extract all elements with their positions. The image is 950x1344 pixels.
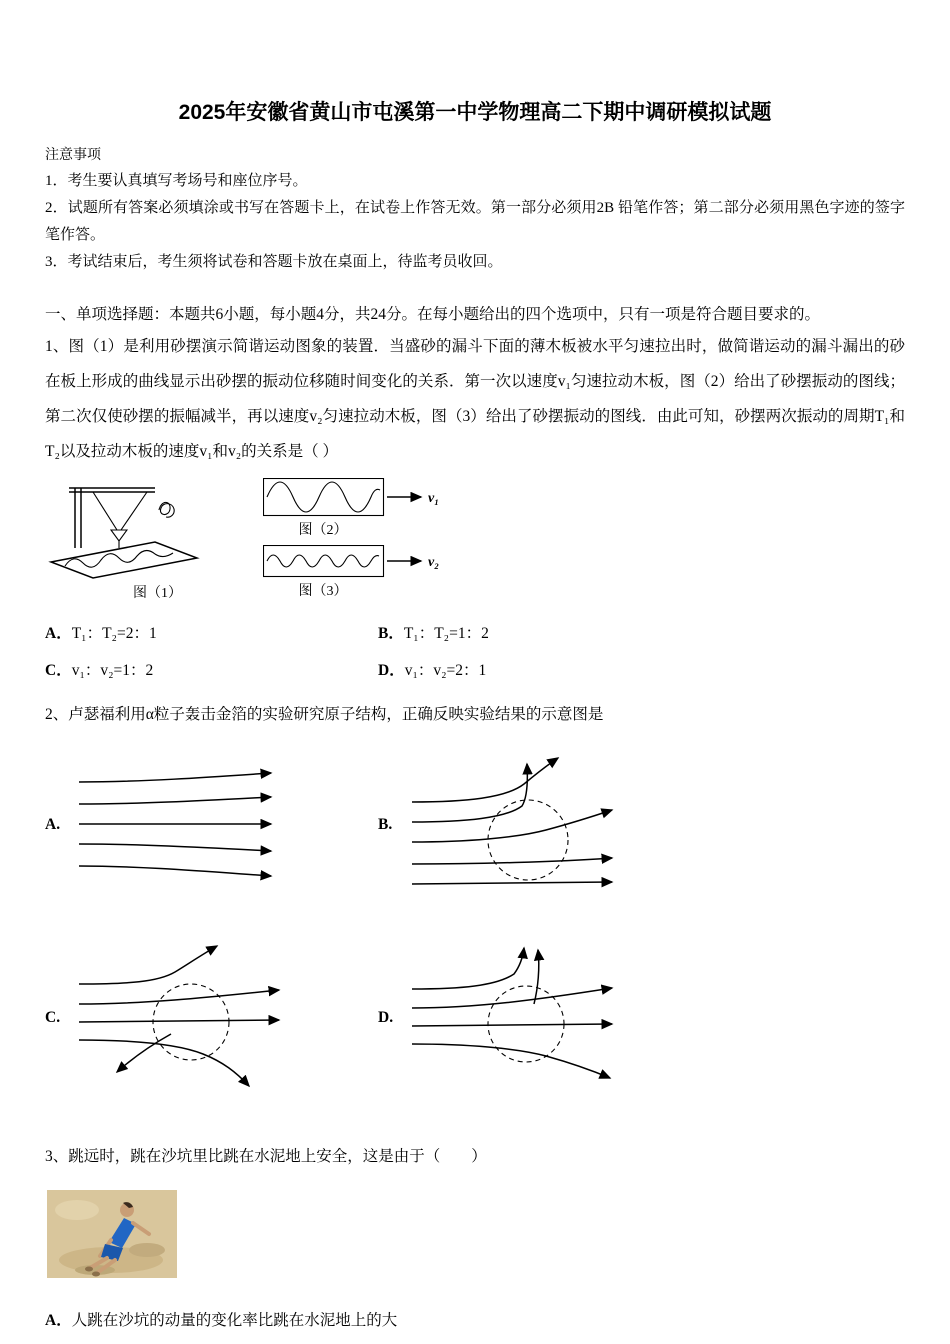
q1-option-b	[378, 621, 489, 643]
question-2-diagrams	[45, 754, 905, 1092]
question-3-text: 3、跳远时，跳在沙坑里比跳在水泥地上安全，这是由于（ ）	[45, 1147, 487, 1165]
section-1-heading: 一、单项选择题：本题共6小题，每小题4分，共24分。在每小题给出的四个选项中，只有一项是符合题目要求的。	[45, 306, 821, 323]
q1-option-b-letter: B．	[378, 624, 404, 642]
nucleus-dashed-circle	[153, 984, 229, 1060]
q1-option-b-text: T₁：T₂=1：2	[403, 624, 489, 642]
q1-option-c	[45, 658, 378, 680]
notice-heading: 注意事项	[45, 148, 101, 163]
notice-item-2: 2．试题所有答案必须填涂或书写在答题卡上，在试卷上作答无效。第一部分必须用2B 铅笔作答；第二部分必须用黑色字迹的签字笔作答。	[45, 200, 905, 243]
figure-2-waveform	[263, 478, 458, 518]
question-2-text: 2、卢瑟福利用α粒子轰击金箔的实验研究原子结构，正确反映实验结果的示意图是	[45, 705, 604, 723]
question-1-text: 1、图（1）是利用砂摆演示简谐运动图象的装置．当盛砂的漏斗下面的薄木板被水平匀速拉出时，做简谐运动的漏斗漏出的砂在板上形成的曲线显示出砂摆的振动位移随时间变化的关系．第一次以速度v₁匀速拉动木板，图（2）给出了砂摆振动的图线；第二次仅使砂摆的振幅减半，再以速度v₂匀速拉动木板，图（3）给出了砂摆振动的图线．由此可知，砂摆两次振动的周期T₁和T₂以及拉动木板的速度v₁和v₂的关系是（ ）	[45, 338, 905, 460]
v1-label: v₁	[428, 490, 440, 506]
notice-list	[45, 168, 905, 276]
alpha-scattering-diagram-d	[406, 944, 631, 1092]
sand-pendulum-apparatus-figure	[45, 478, 225, 590]
q1-option-c-text: v₁：v₂=1：2	[71, 661, 154, 679]
question-1-options-row-1	[45, 621, 905, 643]
long-jump-photo-image	[47, 1190, 177, 1278]
notice-item-1: 1．考生要认真填写考场号和座位序号。	[45, 173, 308, 189]
notice-item-3: 3．考试结束后，考生须将试卷和答题卡放在桌面上，待监考员收回。	[45, 254, 503, 270]
q2-diagram-b-label: B.	[378, 815, 393, 833]
q1-option-d-text: v₁：v₂=2：1	[404, 661, 487, 679]
q3-option-a	[45, 1308, 905, 1330]
q2-diagram-d	[378, 944, 631, 1092]
figure-2-3-block	[263, 478, 458, 606]
q2-diagram-b	[378, 754, 631, 896]
q2-diagram-c	[45, 944, 378, 1092]
figure-2-label: 图（2）	[298, 522, 348, 538]
page-title: 2025年安徽省黄山市屯溪第一中学物理高二下期中调研模拟试题	[178, 101, 772, 124]
q2-diagram-a	[45, 754, 378, 896]
long-jump-photo	[47, 1190, 177, 1278]
q3-option-a-text: 人跳在沙坑的动量的变化率比跳在水泥地上的大	[71, 1311, 398, 1329]
q1-option-d-letter: D．	[378, 661, 405, 679]
q2-diagram-a-label: A.	[45, 815, 61, 833]
figure-3-waveform	[263, 545, 458, 579]
figure-1-label: 图（1）	[133, 585, 182, 601]
alpha-scattering-diagram-a	[73, 766, 288, 884]
figure-3-label: 图（3）	[298, 583, 348, 599]
figure-1-block	[45, 478, 235, 606]
alpha-scattering-diagram-b	[406, 754, 631, 896]
alpha-scattering-diagram-c	[73, 944, 298, 1092]
q3-option-a-letter: A．	[45, 1311, 72, 1329]
q2-diagram-d-label: D.	[378, 1008, 394, 1026]
question-1-figures	[45, 478, 905, 606]
v2-label: v₂	[428, 554, 440, 570]
q1-option-d	[378, 658, 486, 680]
q1-option-a	[45, 621, 378, 643]
q1-option-c-letter: C．	[45, 661, 72, 679]
q1-option-a-text: T₁：T₂=2：1	[71, 624, 157, 642]
nucleus-dashed-circle	[488, 800, 568, 880]
question-1-options-row-2	[45, 658, 905, 680]
q2-diagram-c-label: C.	[45, 1008, 61, 1026]
q1-option-a-letter: A．	[45, 624, 72, 642]
